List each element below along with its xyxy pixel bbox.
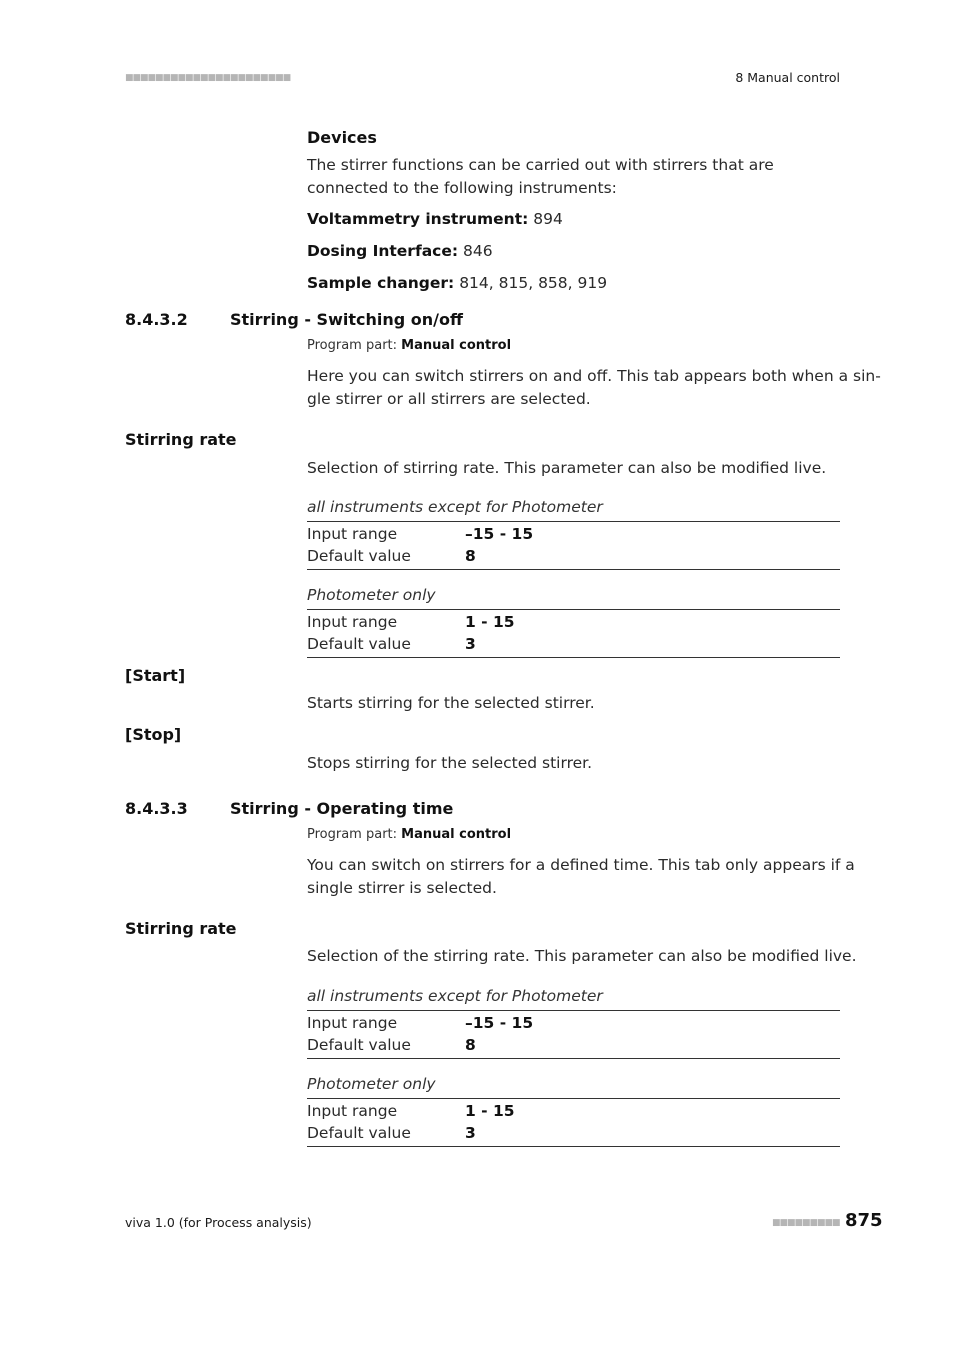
section-description-line: You can switch on stirrers for a defined time. This tab only appears if a: [307, 856, 855, 874]
table-row: [307, 1122, 840, 1144]
device-label: Voltammetry instrument:: [307, 210, 529, 228]
parameter-description: Selection of stirring rate. This parameter can also be modified live.: [307, 459, 827, 477]
device-item-voltammetry: [307, 208, 563, 231]
section-number: 8.4.3.3: [125, 799, 188, 818]
device-value: 814, 815, 858, 919: [454, 274, 608, 292]
parameter-table: [307, 521, 840, 570]
parameter-table: [307, 609, 840, 658]
section-description-line: single stirrer is selected.: [307, 879, 497, 897]
parameter-table: [307, 1010, 840, 1059]
parameter-heading-stirring-rate: Stirring rate: [125, 430, 237, 449]
section-title: Stirring - Switching on/off: [230, 310, 463, 329]
program-part-label: Program part:: [307, 338, 402, 353]
program-part-value: Manual control: [401, 338, 512, 353]
parameter-description: Selection of the stirring rate. This parameter can also be modified live.: [307, 947, 857, 965]
header-decoration: ■■■■■■■■■■■■■■■■■■■■■■: [125, 73, 291, 83]
program-part-value: Manual control: [401, 827, 512, 842]
table-row: [307, 633, 840, 655]
row-value: 8: [465, 1036, 476, 1054]
parameter-description: Starts stirring for the selected stirrer.: [307, 694, 595, 712]
program-part: [307, 827, 511, 842]
table-row: [307, 523, 840, 545]
table-row: [307, 545, 840, 567]
row-label: Default value: [307, 1036, 411, 1054]
table-row: [307, 611, 840, 633]
device-item-dosing-interface: [307, 240, 493, 263]
row-value: 1 - 15: [465, 613, 515, 631]
row-label: Default value: [307, 547, 411, 565]
device-value: 894: [528, 210, 563, 228]
row-value: 1 - 15: [465, 1102, 515, 1120]
row-label: Input range: [307, 525, 398, 543]
parameter-heading-start: [Start]: [125, 666, 186, 685]
section-title: Stirring - Operating time: [230, 799, 454, 818]
device-item-sample-changer: [307, 272, 607, 295]
parameter-table: [307, 1098, 840, 1147]
device-label: Dosing Interface:: [307, 242, 459, 260]
parameter-heading-stirring-rate: Stirring rate: [125, 919, 237, 938]
table-row: [307, 1100, 840, 1122]
devices-heading: Devices: [307, 128, 377, 147]
section-heading-switching: [125, 310, 463, 329]
row-label: Default value: [307, 635, 411, 653]
table-caption: all instruments except for Photometer: [307, 987, 603, 1005]
row-label: Input range: [307, 613, 398, 631]
section-description-line: Here you can switch stirrers on and off. This tab appears both when a sin-: [307, 367, 881, 385]
device-value: 846: [458, 242, 493, 260]
table-row: [307, 1012, 840, 1034]
device-label: Sample changer:: [307, 274, 455, 292]
devices-intro: The stirrer functions can be carried out with stirrers that are connected to the following instruments:: [307, 156, 774, 197]
page-number: 875: [845, 1210, 883, 1231]
table-caption: Photometer only: [307, 1075, 436, 1093]
row-value: –15 - 15: [465, 525, 534, 543]
row-label: Input range: [307, 1014, 398, 1032]
table-caption: all instruments except for Photometer: [307, 498, 603, 516]
row-value: –15 - 15: [465, 1014, 534, 1032]
row-label: Default value: [307, 1124, 411, 1142]
row-label: Input range: [307, 1102, 398, 1120]
chapter-title: 8 Manual control: [735, 70, 840, 85]
table-caption: Photometer only: [307, 586, 436, 604]
program-part: [307, 338, 511, 353]
section-description-line: gle stirrer or all stirrers are selected.: [307, 390, 591, 408]
row-value: 3: [465, 635, 476, 653]
section-number: 8.4.3.2: [125, 310, 188, 329]
program-part-label: Program part:: [307, 827, 402, 842]
parameter-description: Stops stirring for the selected stirrer.: [307, 754, 593, 772]
row-value: 3: [465, 1124, 476, 1142]
section-heading-operating-time: [125, 799, 453, 818]
table-row: [307, 1034, 840, 1056]
footer-decoration: ■■■■■■■■■: [772, 1218, 840, 1228]
footer-product: viva 1.0 (for Process analysis): [125, 1215, 312, 1230]
parameter-heading-stop: [Stop]: [125, 725, 182, 744]
row-value: 8: [465, 547, 476, 565]
